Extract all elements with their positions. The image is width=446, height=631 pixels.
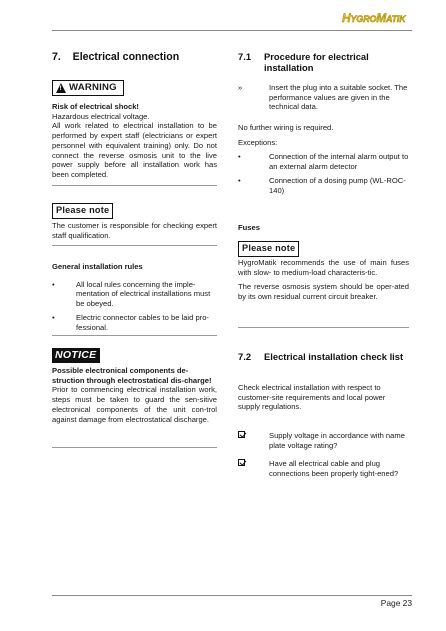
fuses-para2: The reverse osmosis system should be oper-ated by its own residual current circuit breaker. — [238, 282, 409, 302]
procedure-details — [238, 123, 409, 195]
please-note-label: Please note — [238, 241, 299, 257]
divider — [238, 327, 409, 328]
section-7-1-title: Procedure for electrical installation — [264, 51, 369, 74]
warning-body: All work related to electrical installation to be performed by expert staff (electricians or expert personnel with equivalent training) only. Do not connect the reverse osmosis unit to the live power supply before all installation work has been completed. — [52, 121, 217, 180]
note-block — [52, 221, 217, 240]
procedure-step-text: Insert the plug into a suitable socket. The performance values are given in the technical data. — [269, 83, 408, 112]
note-body: The customer is responsible for checking expert staff qualification. — [52, 221, 217, 240]
list-item — [238, 176, 409, 195]
section-title: Electrical connection — [72, 51, 180, 63]
list-item-text: Electric connector cables to be laid pro-fessional. — [76, 312, 209, 332]
divider — [52, 185, 217, 186]
notice-heading: Possible electronical components de-struction through electrostatical dis-charge! — [52, 366, 212, 385]
list-item — [52, 313, 217, 332]
general-rules — [52, 262, 217, 332]
page-number: Page 23 — [380, 598, 412, 608]
header-rule — [52, 30, 412, 31]
warning-heading: Risk of electrical shock! — [52, 102, 139, 111]
fuses-heading — [238, 223, 409, 233]
note-badge — [52, 203, 217, 219]
warning-label: WARNING — [69, 82, 117, 93]
no-further-wiring: No further wiring is required. — [238, 123, 334, 132]
warning-triangle-icon: ! — [56, 83, 66, 93]
fuses-para1: HygroMatik recommends the use of main fuses with slow- to medium-load characteris-tic. — [238, 258, 409, 277]
bullet-icon: • — [52, 312, 55, 322]
list-item — [52, 280, 217, 309]
section-number: 7. — [52, 51, 61, 63]
notice-block — [52, 366, 217, 424]
fuses-title: Fuses — [238, 223, 260, 232]
checklist-intro: Check electrical installation with respect to customer-site requirements and local power supply regulations. — [238, 383, 386, 412]
bullet-icon: • — [52, 279, 55, 289]
list-item-text: Connection of the internal alarm output to an external alarm detector — [269, 152, 409, 172]
exceptions-label: Exceptions: — [238, 137, 278, 147]
fuses-block — [238, 258, 409, 302]
notice-badge — [52, 348, 217, 363]
please-note-label: Please note — [52, 203, 113, 219]
notice-body: Prior to commencing electrical installation work, steps must be taken to guard the sen-sitive electronical components of the unit con-trol against damage from electrostatical discharge. — [52, 385, 217, 424]
warning-block — [52, 102, 217, 180]
bullet-icon: • — [238, 152, 241, 162]
checklist-item-text: Have all electrical cable and plug connections been properly tight-ened? — [269, 459, 399, 479]
checked-box-icon — [238, 431, 245, 438]
notice-label: NOTICE — [52, 348, 100, 363]
divider — [52, 447, 217, 448]
checklist-item — [238, 459, 409, 478]
section-7-1-number: 7.1 — [238, 51, 252, 62]
warning-badge — [52, 80, 217, 96]
warning-line1: Hazardous electrical voltage. — [52, 111, 150, 121]
procedure-step — [238, 83, 409, 112]
section-7-2-title: Electrical installation check list — [264, 351, 404, 362]
divider — [52, 335, 217, 336]
checklist-intro-block — [238, 383, 409, 412]
list-item-text: Connection of a dosing pump (WL-ROC-140) — [269, 175, 406, 195]
section-7-2-heading — [238, 351, 409, 362]
list-item — [238, 152, 409, 171]
checklist-item — [238, 431, 409, 450]
general-rules-heading: General installation rules — [52, 262, 143, 271]
fuses-note-badge — [238, 241, 409, 257]
divider — [52, 245, 217, 246]
list-item-text: All local rules concerning the imple-mentation of electrical installations must be obeyed. — [76, 279, 211, 309]
checklist-item-text: Supply voltage in accordance with name plate voltage rating? — [269, 431, 405, 450]
step-marker-icon: » — [238, 83, 243, 92]
svg-text:HYGROMATIK: HYGROMATIK — [342, 11, 406, 25]
hygromatik-logo — [342, 11, 412, 25]
checked-box-icon — [238, 459, 245, 466]
footer-rule — [52, 595, 412, 596]
bullet-icon: • — [238, 175, 241, 185]
section-7-heading — [52, 51, 217, 64]
section-7-2-number: 7.2 — [238, 351, 252, 362]
checklist — [238, 431, 409, 479]
section-7-1-heading — [238, 51, 409, 74]
